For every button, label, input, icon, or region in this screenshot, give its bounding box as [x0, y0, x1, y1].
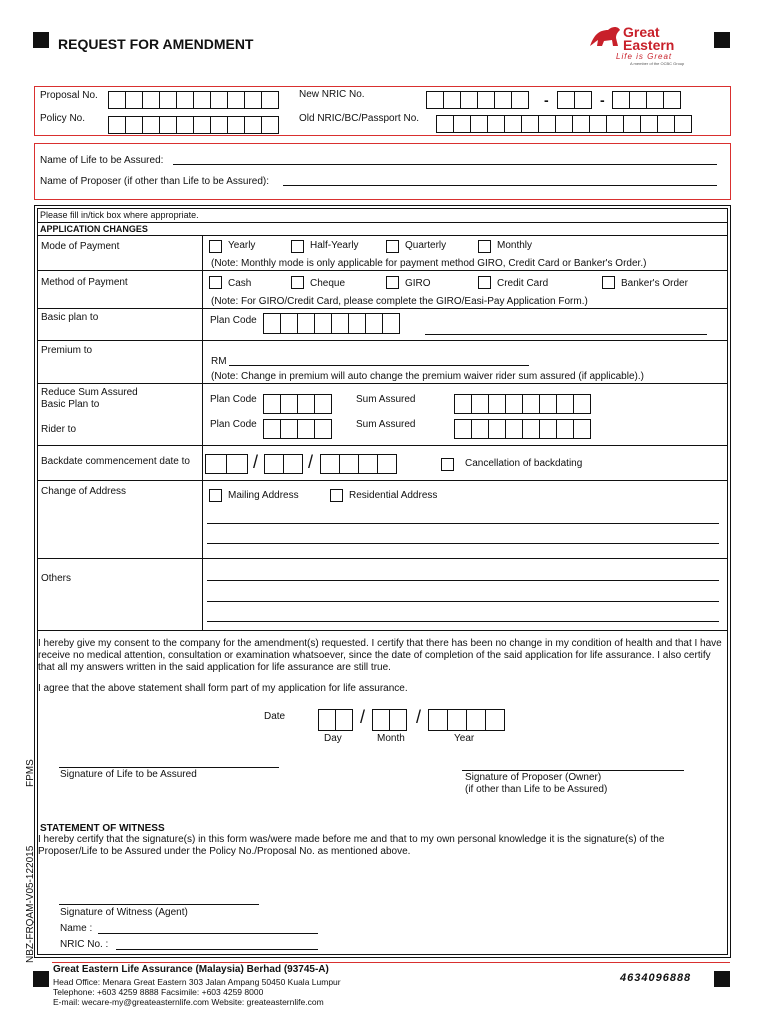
- premium-input[interactable]: [229, 365, 529, 366]
- residential-address-label: Residential Address: [349, 490, 438, 501]
- address-line-1[interactable]: [207, 523, 719, 524]
- column-divider: [202, 235, 203, 630]
- footer-phone: Telephone: +603 4259 8888 Facsimile: +603 4259 8000: [53, 987, 264, 997]
- divider: [37, 383, 728, 384]
- old-nric-boxes[interactable]: [436, 115, 691, 133]
- method-note: (Note: For GIRO/Credit Card, please complete the GIRO/Easi-Pay Application Form.): [211, 296, 588, 307]
- cancel-backdating-checkbox[interactable]: [441, 458, 454, 471]
- logo-tagline: Life is Great: [616, 52, 673, 61]
- rider-sum-assured-label: Sum Assured: [356, 419, 416, 430]
- cheque-label: Cheque: [310, 278, 346, 289]
- cash-checkbox[interactable]: [209, 276, 222, 289]
- cheque-checkbox[interactable]: [291, 276, 304, 289]
- proposer-label: Name of Proposer (if other than Life to be Assured):: [40, 176, 270, 187]
- divider: [37, 270, 728, 271]
- policy-label: Policy No.: [40, 113, 86, 124]
- basic-sum-assured-label: Sum Assured: [356, 394, 416, 405]
- proposer-input[interactable]: [283, 185, 717, 186]
- address-label: Change of Address: [41, 486, 127, 497]
- reduce-basic-plan-code-boxes[interactable]: [263, 394, 331, 414]
- backdate-slash-2: /: [308, 452, 314, 472]
- half-yearly-checkbox[interactable]: [291, 240, 304, 253]
- basic-plan-label: Basic plan to: [41, 312, 99, 323]
- divider: [37, 445, 728, 446]
- credit-card-checkbox[interactable]: [478, 276, 491, 289]
- others-line-3[interactable]: [207, 621, 719, 622]
- logo-sub: A member of the OCBC Group: [630, 61, 685, 66]
- life-assured-signature-line[interactable]: [59, 767, 279, 768]
- mailing-address-label: Mailing Address: [228, 490, 299, 501]
- new-nric-boxes-part1[interactable]: [426, 91, 528, 109]
- policy-number-boxes[interactable]: [108, 116, 278, 134]
- year-caption: Year: [454, 733, 475, 744]
- premium-label: Premium to: [41, 345, 93, 356]
- registration-mark-bottom-left: [33, 971, 49, 987]
- quarterly-label: Quarterly: [405, 240, 447, 251]
- mode-label: Mode of Payment: [41, 241, 120, 252]
- new-nric-boxes-part2[interactable]: [557, 91, 591, 109]
- rider-plan-code-boxes[interactable]: [263, 419, 331, 439]
- footer-email: E-mail: wecare-my@greateasternlife.com Website: greateasternlife.com: [53, 997, 324, 1007]
- divider: [37, 480, 728, 481]
- backdate-slash-1: /: [253, 452, 259, 472]
- rider-sum-assured-boxes[interactable]: [454, 419, 590, 439]
- rider-plan-code-label: Plan Code: [210, 419, 257, 430]
- mode-note: (Note: Monthly mode is only applicable for payment method GIRO, Credit Card or Banker's Order.): [211, 258, 647, 269]
- monthly-label: Monthly: [497, 240, 533, 251]
- reduce-label: Reduce Sum Assured: [41, 387, 138, 398]
- residential-address-checkbox[interactable]: [330, 489, 343, 502]
- credit-card-label: Credit Card: [497, 278, 549, 289]
- yearly-label: Yearly: [228, 240, 256, 251]
- date-year-boxes[interactable]: [428, 709, 504, 731]
- divider: [37, 340, 728, 341]
- date-day-boxes[interactable]: [318, 709, 352, 731]
- witness-name-input[interactable]: [98, 933, 318, 934]
- declaration-text: I hereby give my consent to the company for the amendment(s) requested. I certify that there has been no change in my condition of health and that I have receive no medical attention, consultation or examination whatsoever, since the date of completion of the said application for life assurance. I also certify that all my answers written in the said application for life assurance are still true.: [38, 638, 722, 673]
- method-label: Method of Payment: [41, 277, 128, 288]
- proposal-number-boxes[interactable]: [108, 91, 278, 109]
- basic-plan-code-label: Plan Code: [210, 394, 257, 405]
- divider: [37, 630, 728, 631]
- instruction-text: Please fill in/tick box where appropriate.: [40, 210, 199, 220]
- proposal-label: Proposal No.: [40, 90, 98, 101]
- life-assured-signature-label: Signature of Life to be Assured: [60, 769, 197, 780]
- witness-text: I hereby certify that the signature(s) in this form was/were made before me and that to my own personal knowledge it is the signature(s) of the Proposer/Life to be Assured under the Policy No./Proposal No. as mentioned above.: [38, 834, 665, 857]
- footer-divider: [52, 962, 730, 963]
- form-code: NBZ-FRQAM-V05-122015: [25, 845, 36, 963]
- day-caption: Day: [324, 733, 342, 744]
- backdate-year-boxes[interactable]: [320, 454, 396, 474]
- giro-checkbox[interactable]: [386, 276, 399, 289]
- section-title: APPLICATION CHANGES: [40, 224, 148, 234]
- life-assured-input[interactable]: [173, 164, 717, 165]
- bankers-order-checkbox[interactable]: [602, 276, 615, 289]
- rider-label: Rider to: [41, 424, 77, 435]
- divider: [37, 308, 728, 309]
- registration-mark-bottom-right: [714, 971, 730, 987]
- others-line-1[interactable]: [207, 580, 719, 581]
- logo-eastern: Eastern: [623, 37, 675, 53]
- basic-plan-code-boxes[interactable]: [263, 313, 399, 334]
- witness-title: STATEMENT OF WITNESS: [40, 823, 165, 834]
- old-nric-label: Old NRIC/BC/Passport No.: [299, 113, 420, 124]
- bankers-order-label: Banker's Order: [621, 278, 688, 289]
- premium-note: (Note: Change in premium will auto change the premium waiver rider sum assured (if applicable).): [211, 371, 644, 382]
- date-label: Date: [264, 711, 286, 722]
- others-line-2[interactable]: [207, 601, 719, 602]
- monthly-checkbox[interactable]: [478, 240, 491, 253]
- divider: [37, 558, 728, 559]
- plan-code-label: Plan Code: [210, 315, 257, 326]
- date-slash-2: /: [416, 707, 422, 727]
- divider: [37, 235, 728, 236]
- backdate-day-boxes[interactable]: [205, 454, 247, 474]
- footer-office: Head Office: Menara Great Eastern 303 Jalan Ampang 50450 Kuala Lumpur: [53, 977, 341, 987]
- registration-mark-top-right: [714, 32, 730, 48]
- page-title: REQUEST FOR AMENDMENT: [58, 36, 254, 52]
- giro-label: GIRO: [405, 278, 431, 289]
- cash-label: Cash: [228, 278, 252, 289]
- witness-signature-label: Signature of Witness (Agent): [60, 907, 188, 918]
- life-assured-label: Name of Life to be Assured:: [40, 155, 164, 166]
- proposer-signature-label: Signature of Proposer (Owner): [465, 772, 602, 783]
- footer-company: Great Eastern Life Assurance (Malaysia) Berhad (93745-A): [53, 964, 329, 975]
- witness-signature-line[interactable]: [59, 904, 259, 905]
- nric-dash-2: -: [600, 92, 605, 108]
- quarterly-checkbox[interactable]: [386, 240, 399, 253]
- date-month-boxes[interactable]: [372, 709, 406, 731]
- backdate-month-boxes[interactable]: [264, 454, 302, 474]
- basic-sum-assured-boxes[interactable]: [454, 394, 590, 414]
- month-caption: Month: [377, 733, 405, 744]
- yearly-checkbox[interactable]: [209, 240, 222, 253]
- rm-label: RM: [211, 356, 227, 367]
- witness-name-label: Name :: [60, 923, 93, 934]
- proposer-signature-sub: (if other than Life to be Assured): [465, 784, 608, 795]
- half-yearly-label: Half-Yearly: [310, 240, 359, 251]
- registration-mark-top-left: [33, 32, 49, 48]
- witness-nric-label: NRIC No. :: [60, 939, 109, 950]
- date-slash-1: /: [360, 707, 366, 727]
- reduce-basic-label: Basic Plan to: [41, 399, 100, 410]
- basic-plan-name-input[interactable]: [425, 334, 707, 335]
- witness-nric-input[interactable]: [116, 949, 318, 950]
- nric-dash-1: -: [544, 92, 549, 108]
- cancel-backdating-label: Cancellation of backdating: [465, 458, 583, 469]
- mailing-address-checkbox[interactable]: [209, 489, 222, 502]
- address-line-2[interactable]: [207, 543, 719, 544]
- lion-icon: [588, 24, 622, 50]
- fpms-label: FPMS: [25, 759, 36, 787]
- others-label: Others: [41, 573, 72, 584]
- names-section: [34, 143, 731, 200]
- agreement-text: I agree that the above statement shall form part of my application for life assurance.: [38, 683, 408, 694]
- backdate-label: Backdate commencement date to: [41, 456, 190, 467]
- new-nric-label: New NRIC No.: [299, 89, 365, 100]
- new-nric-boxes-part3[interactable]: [612, 91, 680, 109]
- divider: [37, 222, 728, 223]
- barcode-number: 4634096888: [620, 972, 692, 984]
- proposer-signature-line[interactable]: [462, 770, 684, 771]
- logo-great: Great: [623, 24, 660, 40]
